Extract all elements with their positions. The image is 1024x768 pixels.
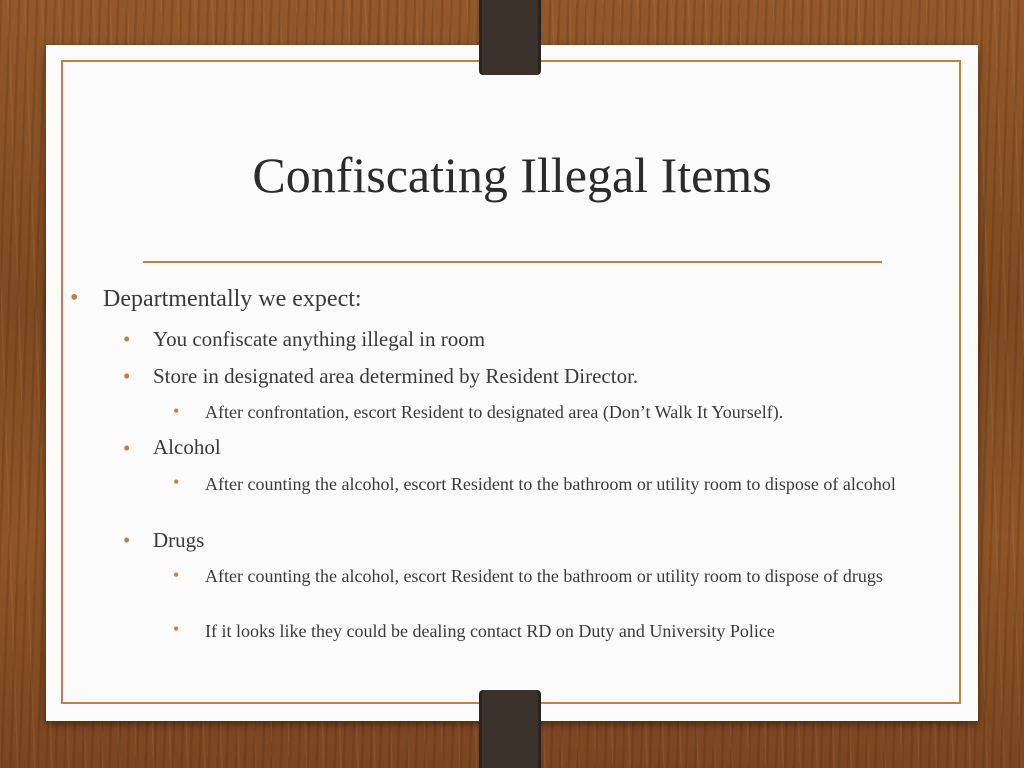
bullet-level-2: You confiscate anything illegal in room: [153, 327, 486, 351]
bullet-level-3: After counting the alcohol, escort Resident to the bathroom or utility room to dispose of drugs: [205, 566, 883, 586]
slide-title: Confiscating Illegal Items: [252, 147, 772, 203]
bullet-level-3: After confrontation, escort Resident to designated area (Don’t Walk It Yourself).: [205, 402, 784, 422]
bullet-dot: •: [123, 528, 131, 552]
bullet-level-2: Alcohol: [153, 435, 221, 459]
bullet-dot: •: [173, 565, 180, 585]
bullet-dot: •: [70, 285, 79, 311]
bullet-dot: •: [173, 619, 180, 639]
bullet-dot: •: [173, 401, 180, 421]
bullet-dot: •: [123, 327, 131, 351]
bullet-dot: •: [123, 436, 131, 460]
bullet-dot: •: [123, 364, 131, 388]
bullet-level-2: Store in designated area determined by Resident Director.: [153, 364, 639, 388]
bullet-level-3: After counting the alcohol, escort Resident to the bathroom or utility room to dispose of alcohol: [205, 474, 896, 494]
bullet-dot: •: [173, 472, 180, 492]
bullet-level-1: Departmentally we expect:: [103, 286, 362, 312]
bullet-level-2: Drugs: [153, 528, 205, 552]
bullet-level-3: If it looks like they could be dealing contact RD on Duty and University Police: [205, 621, 775, 641]
